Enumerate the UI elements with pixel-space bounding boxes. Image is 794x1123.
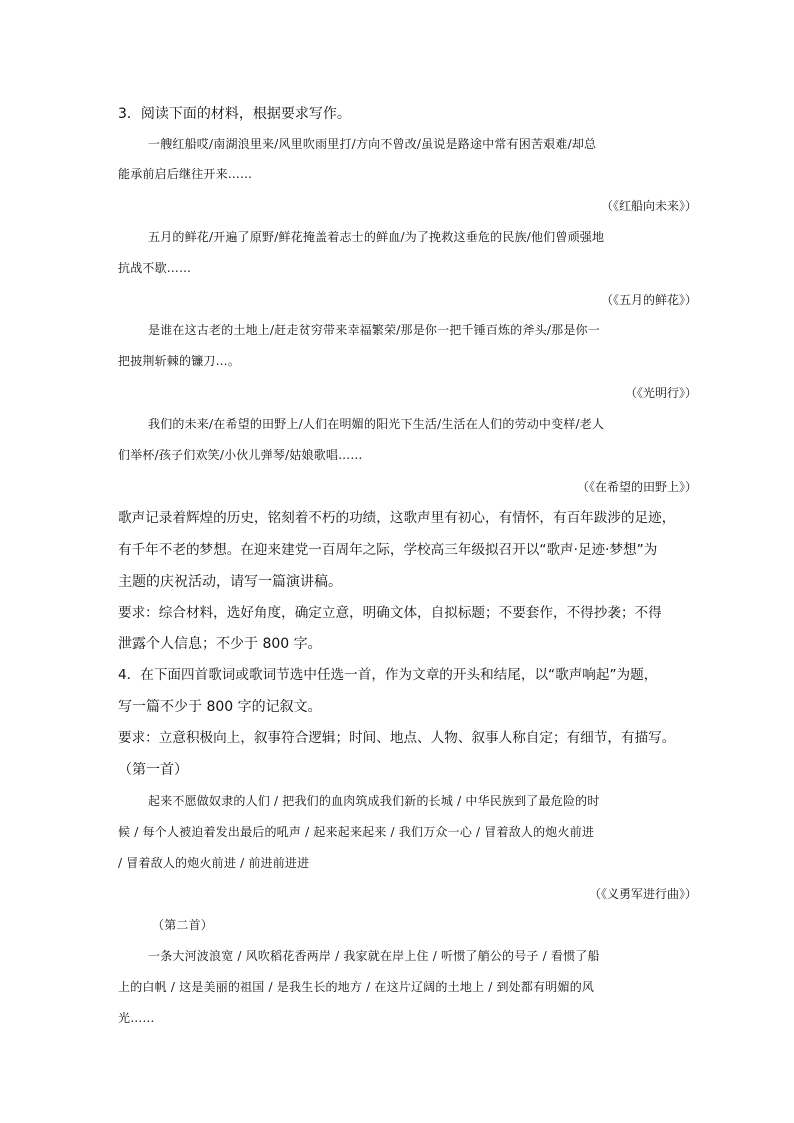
q3-material3-source: （《光明行》） bbox=[624, 386, 697, 400]
q3-material1-line2: 能承前启后继往开来…… bbox=[118, 167, 253, 181]
q3-material2-source: （《五月的鲜花》） bbox=[600, 293, 697, 307]
q3-material1-line1: 一艘红船哎/南湖浪里来/风里吹雨里打/方向不曾改/虽说是路途中常有困苦艰难/却总 bbox=[148, 137, 597, 151]
q4-title-line1: 4．在下面四首歌词或歌词节选中任选一首，作为文章的开头和结尾，以“歌声响起”为题， bbox=[118, 667, 658, 683]
q4-title-line2: 写一篇不少于 800 字的记叙文。 bbox=[118, 699, 322, 715]
q3-prompt-line1: 歌声记录着辉煌的历史，铭刻着不朽的功绩，这歌声里有初心，有情怀，有百年跋涉的足迹， bbox=[118, 510, 676, 526]
q3-material3-line2: 把披荆斩棘的镰刀…。 bbox=[118, 354, 241, 368]
q3-title: 3．阅读下面的材料，根据要求写作。 bbox=[118, 106, 351, 122]
q3-prompt-line3: 主题的庆祝活动，请写一篇演讲稿。 bbox=[118, 574, 342, 590]
q3-material1-source: （《红船向未来》） bbox=[600, 199, 697, 213]
q4-song1-line3: / 冒着敌人的炮火前进 / 前进前进进 bbox=[118, 856, 310, 870]
q4-song1-source: （《义勇军进行曲》） bbox=[588, 887, 697, 901]
q3-requirement-line1: 要求：综合材料，选好角度，确定立意，明确文体，自拟标题；不要套作，不得抄袭；不得 bbox=[118, 605, 662, 621]
q4-requirement: 要求：立意积极向上，叙事符合逻辑；时间、地点、人物、叙事人称自定；有细节，有描写。 bbox=[118, 730, 676, 746]
q3-prompt-line2: 有千年不老的梦想。在迎来建党一百周年之际，学校高三年级拟召开以“歌声·足迹·梦想”为 bbox=[118, 542, 658, 558]
q4-song2-label: （第二首） bbox=[152, 918, 214, 932]
q3-material4-line1: 我们的未来/在希望的田野上/人们在明媚的阳光下生活/生活在人们的劳动中变样/老人 bbox=[148, 417, 605, 431]
q3-material2-line2: 抗战不歇…… bbox=[118, 261, 192, 275]
q4-song1-line1: 起来不愿做奴隶的人们 / 把我们的血肉筑成我们新的长城 / 中华民族到了最危险的时 bbox=[148, 794, 600, 808]
q4-song2-line1: 一条大河波浪宽 / 风吹稻花香两岸 / 我家就在岸上住 / 听惯了艄公的号子 / 看惯了船 bbox=[148, 949, 600, 963]
q3-material3-line1: 是谁在这古老的土地上/赶走贫穷带来幸福繁荣/那是你一把千锤百炼的斧头/那是你一 bbox=[148, 323, 600, 337]
q4-song1-line2: 候 / 每个人被迫着发出最后的吼声 / 起来起来起来 / 我们万众一心 / 冒着敌人的炮火前进 bbox=[118, 825, 595, 839]
q4-song2-line2: 上的白帆 / 这是美丽的祖国 / 是我生长的地方 / 在这片辽阔的土地上 / 到处都有明媚的风 bbox=[118, 980, 595, 994]
q3-material4-line2: 们举杯/孩子们欢笑/小伙儿弹琴/姑娘歌唱…… bbox=[118, 448, 363, 462]
q4-song1-label: （第一首） bbox=[118, 762, 188, 778]
q3-requirement-line2: 泄露个人信息；不少于 800 字。 bbox=[118, 636, 322, 652]
q3-material4-source: （《在希望的田野上》） bbox=[576, 480, 697, 494]
q4-song2-line3: 光…… bbox=[118, 1011, 155, 1025]
q3-material2-line1: 五月的鲜花/开遍了原野/鲜花掩盖着志士的鲜血/为了挽救这垂危的民族/他们曾顽强地 bbox=[148, 230, 605, 244]
